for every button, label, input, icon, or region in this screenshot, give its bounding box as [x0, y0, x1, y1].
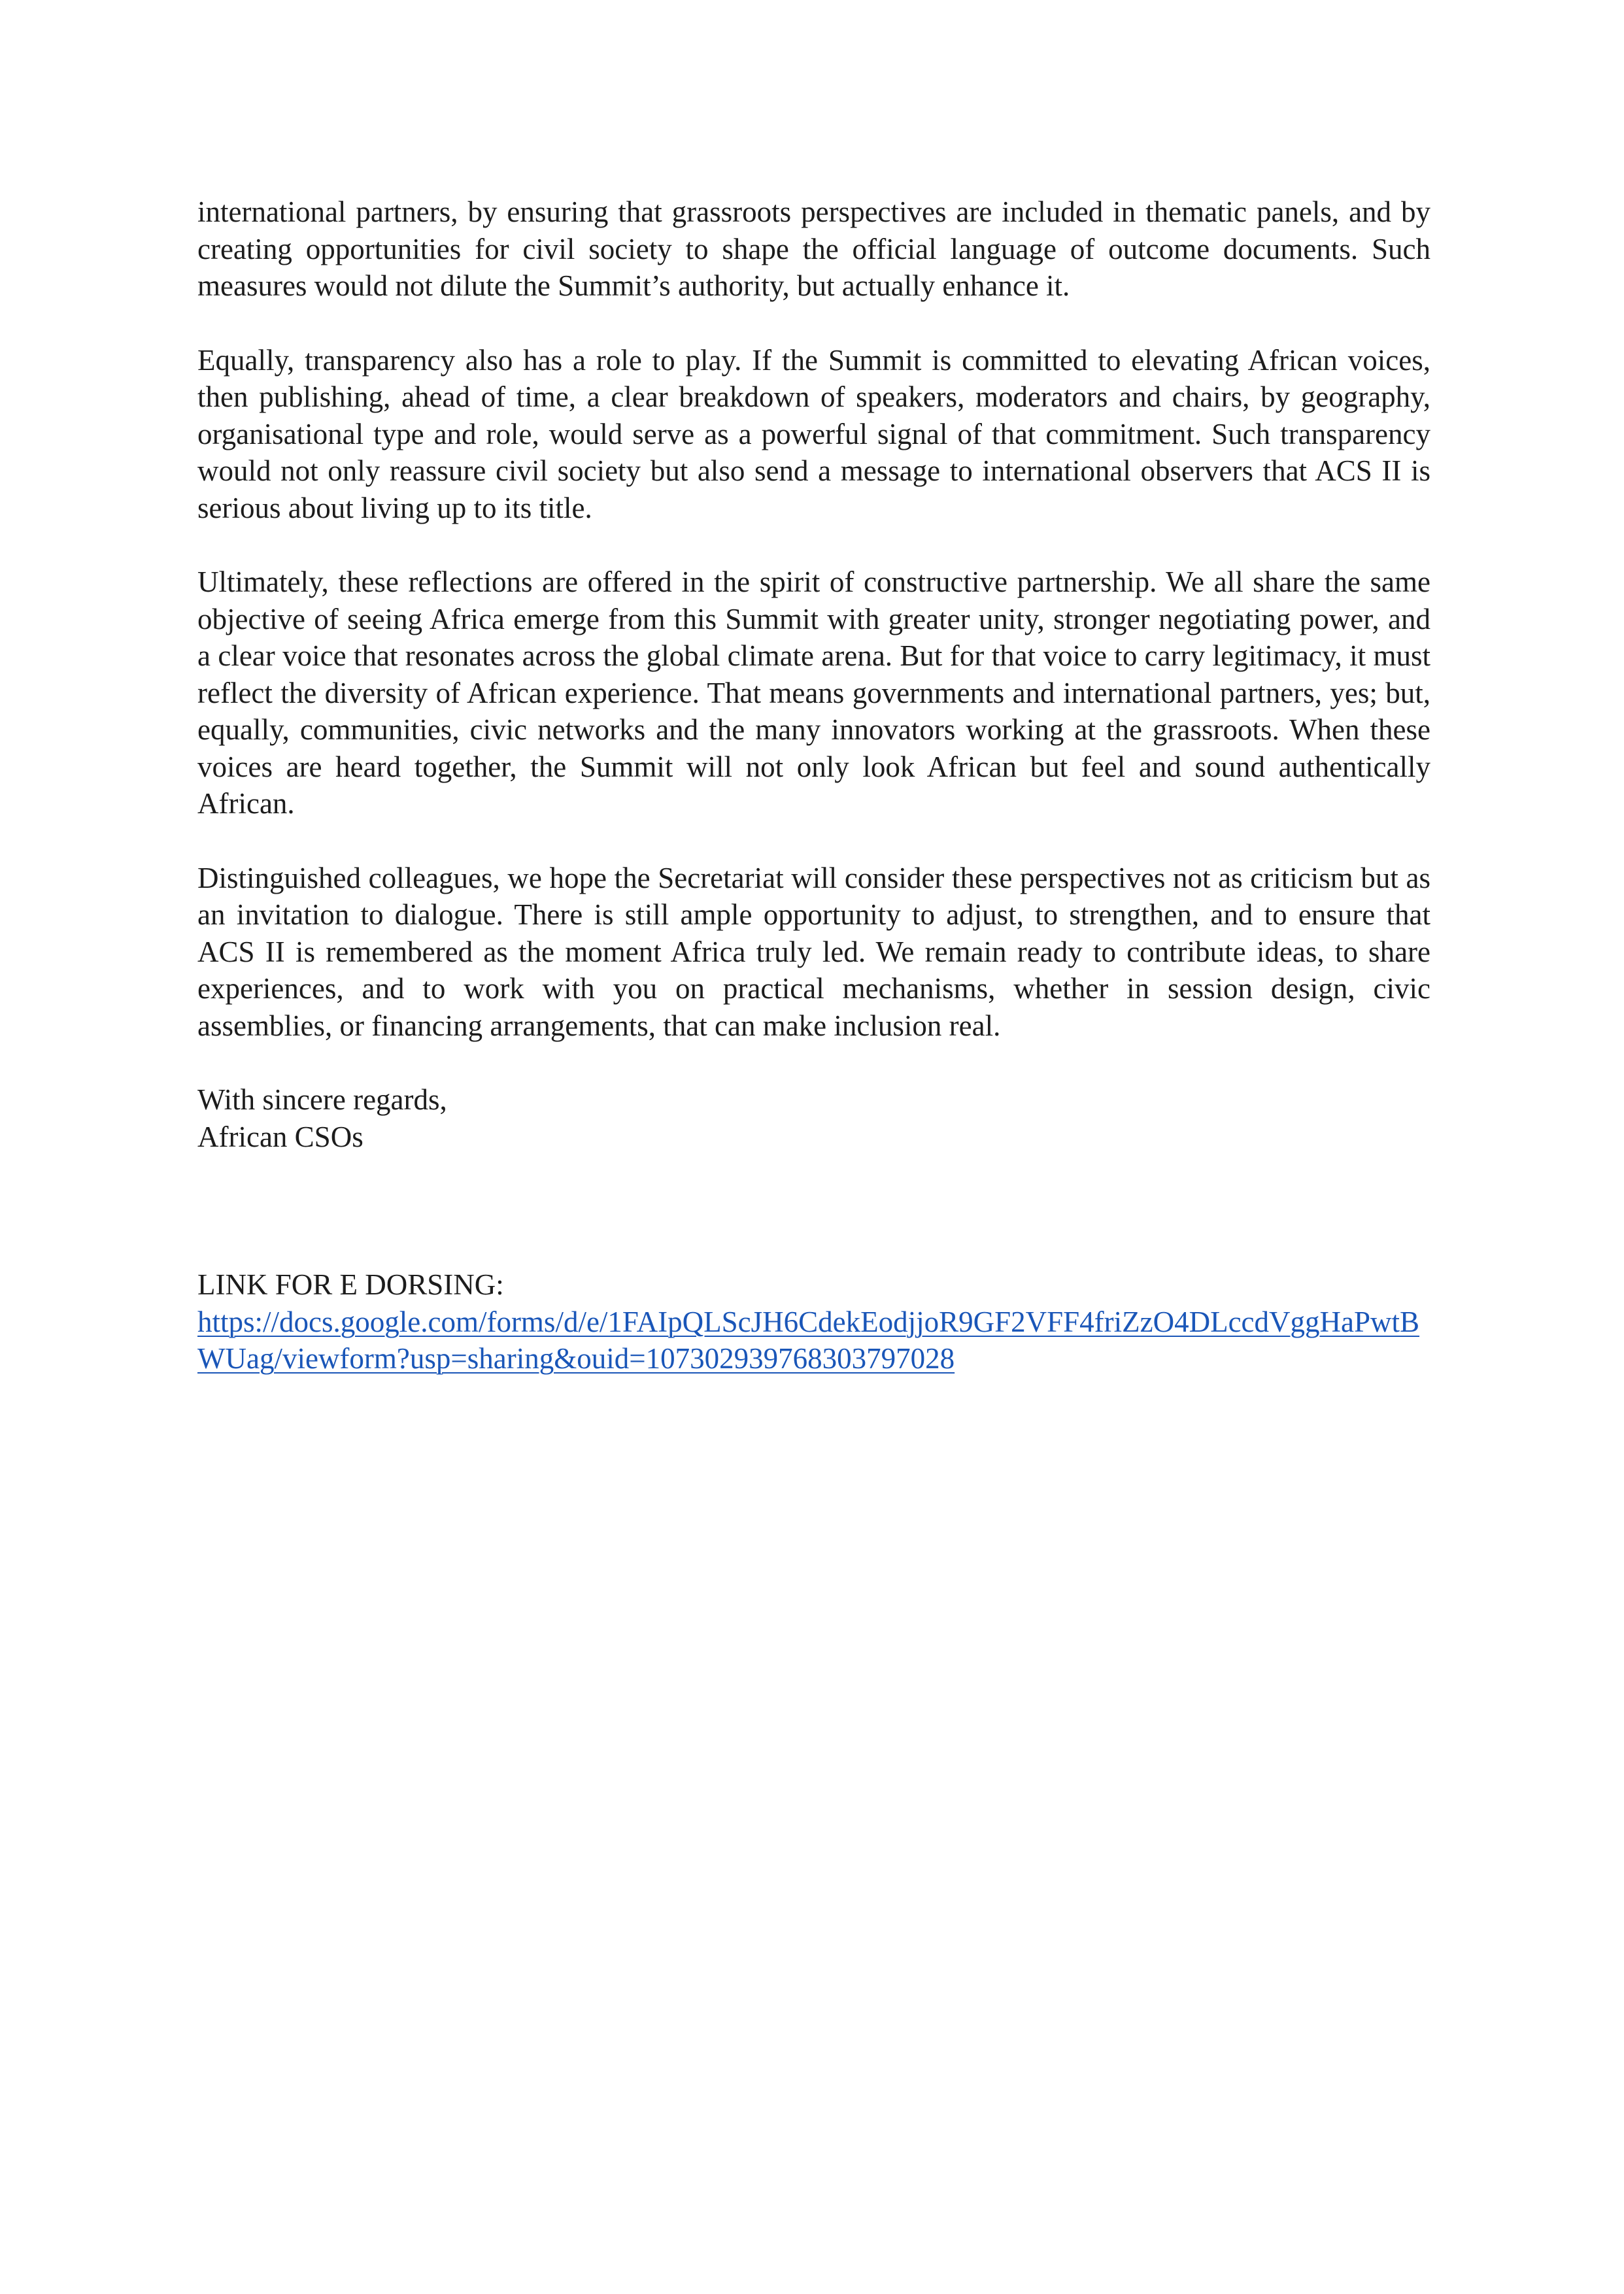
paragraph-transparency: Equally, transparency also has a role to play. If the Summit is committed to elevating African voices, then publishing, ahead of time, a clear breakdown of speakers, moderators and chairs, by geography, organisational type and role, would serve as a powerful signal of that commitment. Such transparency would not only reassure civil society but also send a message to international observers that ACS II is serious about living up to its title. [197, 343, 1430, 524]
paragraph-partnership: Ultimately, these reflections are offered in the spirit of constructive partnership. We all share the same objective of seeing Africa emerge from this Summit with greater unity, stronger negotiating power, and a clear voice that resonates across the global climate arena. But for that voice to carry legitimacy, it must reflect the diversity of African experience. That means governments and international partners, yes; but, equally, communities, civic networks and the many innovators working at the grassroots. When these voices are heard together, the Summit will not only look African but feel and sound authentically African. [197, 565, 1430, 820]
paragraph-inclusion-measures: international partners, by ensuring that grassroots perspectives are included in thematic panels, and by creating opportunities for civil society to shape the official language of outcome documents. Such measures would not dilute the Summit’s authority, but actually enhance it. [197, 195, 1430, 302]
sign-off [197, 1081, 1430, 1155]
endorsement-section [197, 1266, 1430, 1377]
signature: African CSOs [197, 1120, 364, 1153]
closing-salutation: With sincere regards, [197, 1083, 447, 1116]
endorsement-form-link[interactable]: https://docs.google.com/forms/d/e/1FAIpQLScJH6CdekEodjjoR9GF2VFF4friZzO4DLccdVggHaPwtBWUag/viewform?usp=sharing&ouid=107302939768303797028 [197, 1305, 1420, 1375]
paragraph-invitation-to-dialogue: Distinguished colleagues, we hope the Secretariat will consider these perspectives not as criticism but as an invitation to dialogue. There is still ample opportunity to adjust, to strengthen, and to ensure that ACS II is remembered as the moment Africa truly led. We remain ready to contribute ideas, to share experiences, and to work with you on practical mechanisms, whether in session design, civic assemblies, or financing arrangements, that can make inclusion real. [197, 861, 1430, 1042]
document-page [197, 194, 1430, 1377]
endorsement-label: LINK FOR E DORSING: [197, 1268, 504, 1301]
